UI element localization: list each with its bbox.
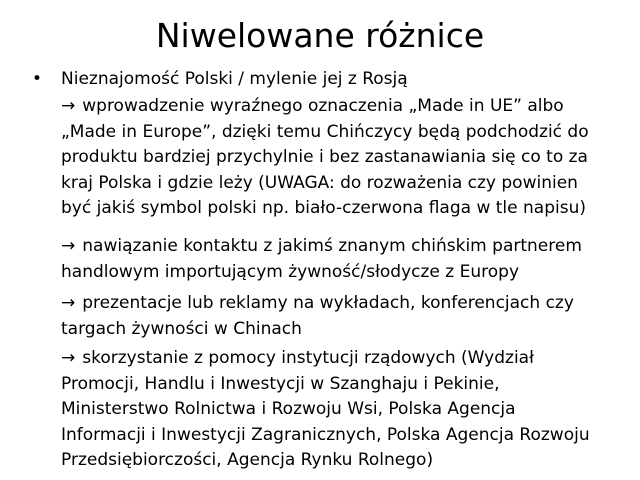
slide-title: Niwelowane różnice [155, 16, 485, 55]
sub-point-line: Informacji i Inwestycji Zagranicznych, Polska Agencja Rozwoju [61, 424, 590, 445]
main-bullet [30, 66, 620, 92]
sub-point-line: targach żywności w Chinach [61, 318, 302, 339]
sub-point-line [61, 94, 631, 120]
sub-point-text: wprowadzenie wyraźnego oznaczenia „Made in UE” albo [82, 96, 564, 116]
sub-point-government-help [61, 346, 631, 474]
right-arrow-icon: → [61, 236, 76, 256]
sub-point-line: Ministerstwo Rolnictwa i Rozwoju Wsi, Polska Agencja [61, 399, 516, 419]
sub-point-line: Przedsiębiorczości, Agencja Rynku Rolnego) [61, 450, 434, 470]
sub-point-line [61, 291, 631, 317]
right-arrow-icon: → [61, 348, 76, 368]
sub-point-line: być jakiś symbol polski np. biało-czerwona flaga w tle napisu) [61, 198, 586, 218]
sub-point-presentations [61, 291, 631, 342]
sub-point-line: kraj Polska i gdzie leży (UWAGA: do rozważenia czy powinien [61, 172, 578, 193]
sub-point-text: skorzystanie z pomocy instytucji rządowych (Wydział [82, 348, 534, 368]
sub-point-line [61, 234, 631, 260]
sub-point-text: nawiązanie kontaktu z jakimś znanym chińskim partnerem [82, 236, 582, 256]
bullet-marker: • [32, 69, 43, 89]
sub-point-line: Promocji, Handlu i Inwestycji w Szanghaju i Pekinie, [61, 373, 500, 394]
sub-point-text: prezentacje lub reklamy na wykładach, konferencjach czy [82, 293, 574, 313]
main-bullet-text: Nieznajomość Polski / mylenie jej z Rosją [61, 69, 408, 89]
right-arrow-icon: → [61, 293, 76, 313]
sub-point-line [61, 346, 631, 372]
sub-point-line: „Made in Europe”, dzięki temu Chińczycy będą podchodzić do [61, 121, 589, 142]
sub-point-line: handlowym importującym żywność/słodycze z Europy [61, 261, 520, 282]
sub-point-made-in-eu [61, 94, 631, 222]
right-arrow-icon: → [61, 96, 76, 116]
sub-point-chinese-partner [61, 234, 631, 285]
sub-point-line: produktu bardziej przychylnie i bez zastanawiania się co to za [61, 147, 588, 167]
